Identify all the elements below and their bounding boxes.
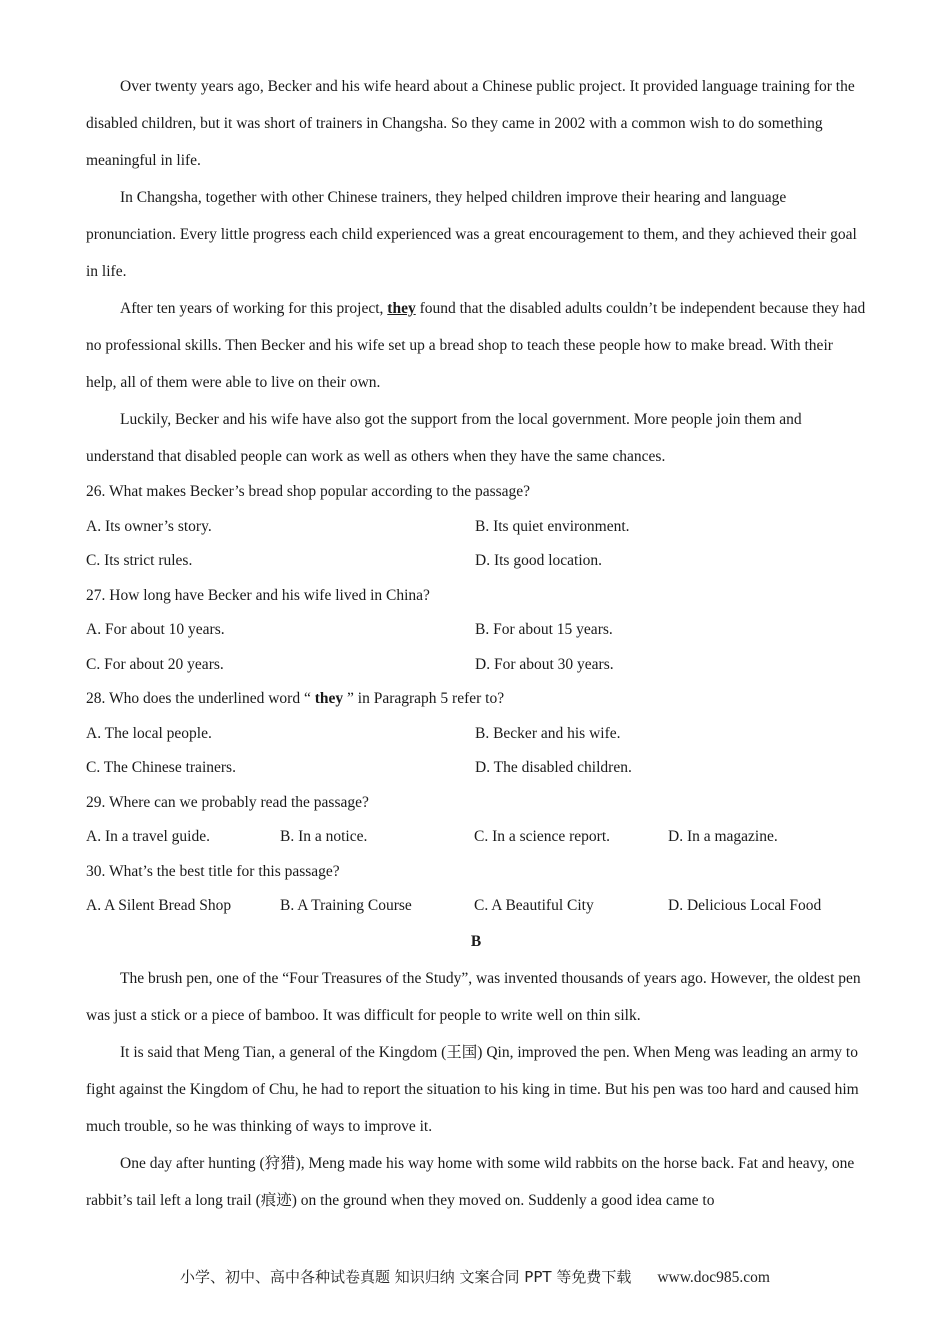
option-d: D. Its good location. [475, 552, 602, 569]
option-b: B. In a notice. [280, 828, 368, 845]
question-stem: 26. What makes Becker’s bread shop popular according to the passage? [86, 483, 531, 500]
question-stem [86, 682, 866, 717]
bold-word-they: they [314, 690, 344, 707]
option-a: A. Its owner’s story. [86, 517, 212, 535]
option-c: C. In a science report. [474, 828, 610, 845]
section-heading-b: B [470, 932, 482, 950]
paragraph-3-end: found that the disabled adults couldn’t be independent because they had no professional skills. Then Becker and his wife set up a bread shop to teach these people how to make bread. With their help, all of them were able to live on their own. [86, 300, 866, 391]
option-d: D. Delicious Local Food [668, 897, 822, 914]
option-b: B. Becker and his wife. [475, 724, 621, 742]
paragraph-3-start: After ten years of working for this project, [120, 300, 388, 317]
stem-end: ” in Paragraph 5 refer to? [343, 690, 505, 707]
option-d: D. In a magazine. [668, 828, 778, 845]
option-a: A. In a travel guide. [86, 828, 210, 845]
question-stem: 27. How long have Becker and his wife lived in China? [86, 586, 430, 604]
question-27 [86, 579, 866, 683]
passage-a-paragraph-4: Luckily, Becker and his wife have also got the support from the local government. More people join them and understand that disabled people can work as well as others when they have the same chances. [86, 411, 802, 465]
option-a: A. For about 10 years. [86, 621, 225, 638]
question-30 [86, 855, 866, 924]
passage-b-paragraph-2: It is said that Meng Tian, a general of the Kingdom (王国) Qin, improved the pen. When Meng was leading an army to fight against the Kingdom of Chu, he had to report the situation to his king in time. But his pen was too hard and caused him much trouble, so he was thinking of ways to improve it. [86, 1043, 859, 1135]
page-footer [0, 1266, 950, 1287]
underlined-word-they: they [387, 300, 416, 317]
option-b: B. For about 15 years. [475, 621, 613, 638]
option-b: B. A Training Course [280, 897, 412, 914]
option-d: D. For about 30 years. [475, 655, 614, 673]
option-c: C. A Beautiful City [474, 897, 594, 914]
passage-b-paragraph-3: One day after hunting (狩猎), Meng made his way home with some wild rabbits on the horse back. Fat and heavy, one rabbit’s tail left a long trail (痕迹) on the ground when they moved on. Suddenly a good idea came to [86, 1154, 855, 1209]
stem-start: 28. Who does the underlined word “ [86, 690, 315, 707]
option-a: A. The local people. [86, 724, 212, 742]
option-c: C. For about 20 years. [86, 655, 224, 673]
document-page [86, 68, 866, 1219]
question-28 [86, 682, 866, 786]
option-d: D. The disabled children. [475, 759, 632, 776]
question-29 [86, 786, 866, 855]
option-c: C. The Chinese trainers. [86, 759, 236, 776]
question-stem: 30. What’s the best title for this passage? [86, 862, 340, 880]
passage-a-paragraph-1: Over twenty years ago, Becker and his wife heard about a Chinese public project. It provided language training for the disabled children, but it was short of trainers in Changsha. So they came in 2002 with a common wish to do something meaningful in life. [86, 78, 855, 169]
footer-text: 小学、初中、高中各种试卷真题 知识归纳 文案合同 PPT 等免费下载 [180, 1268, 632, 1286]
option-c: C. Its strict rules. [86, 552, 193, 569]
footer-site-link[interactable]: www.doc985.com [657, 1269, 770, 1286]
option-a: A. A Silent Bread Shop [86, 897, 232, 914]
option-b: B. Its quiet environment. [475, 517, 630, 535]
question-stem: 29. Where can we probably read the passage? [86, 793, 369, 811]
passage-a-paragraph-2: In Changsha, together with other Chinese trainers, they helped children improve their hearing and language pronunciation. Every little progress each child experienced was a great encouragement to them, and they achieved their goal in life. [86, 189, 857, 280]
passage-b-paragraph-1: The brush pen, one of the “Four Treasures of the Study”, was invented thousands of years ago. However, the oldest pen was just a stick or a piece of bamboo. It was difficult for people to write well on thin silk. [86, 969, 861, 1024]
passage-a-paragraph-3 [86, 290, 866, 401]
question-26 [86, 475, 866, 579]
